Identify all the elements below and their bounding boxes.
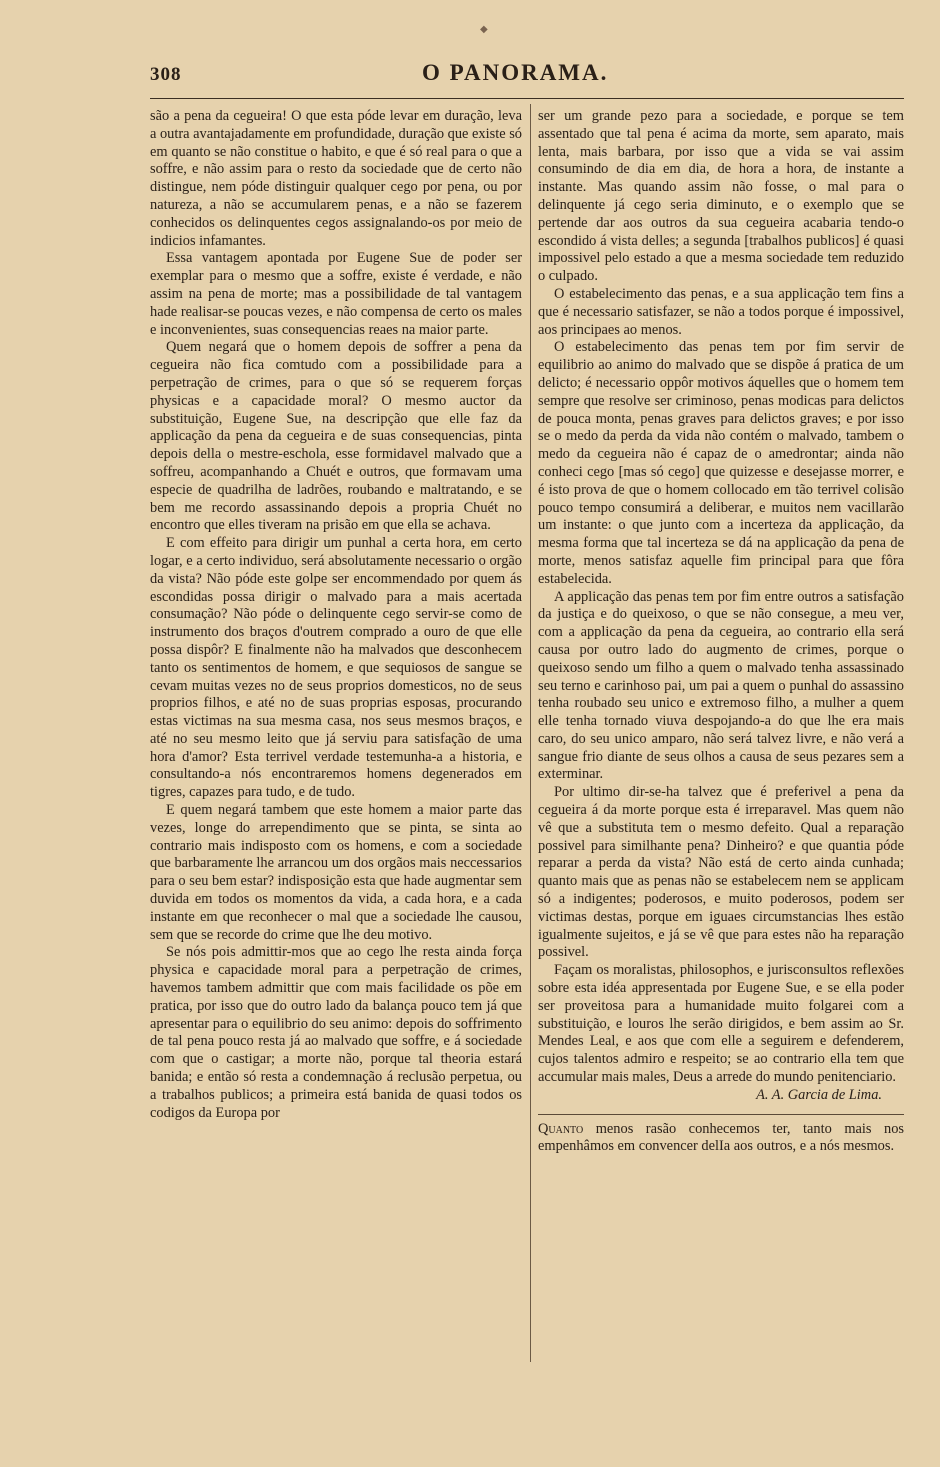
header-rule (150, 98, 904, 99)
column-divider (530, 104, 531, 1362)
page-header (150, 60, 904, 92)
paragraph: E com effeito para dirigir um punhal a certa hora, em certo logar, e a certo individuo, será absolutamente necessario o orgão da vista? Não póde este golpe ser encommendado por quem ás escondidas possa dirigir o malvado para a mais acertada consumação? Não póde o delinquente cego servir-se como de instrumento dos braços d'outrem comprado a ouro de que elle possa dispôr? E finalmente não ha malvados que desconhecem tanto os sentimentos de homem, e que sequiosos de sangue se cevam muitas vezes no de seus proprios domesticos, no de seus proprios filhos, e até no de suas proprias esposas, procurando estas victimas na sua mesma casa, nos seus mesmos braços, e até no seu mesmo leito que já serviu para satisfação de uma hora d'amor? Esta terrivel verdade testemunha-a a historia, e consultando-a nós encontraremos homens degenerados em tigres, capazes para tudo, e de tudo. (150, 535, 522, 801)
right-column (538, 108, 904, 1156)
ornament-mark: ◆ (480, 24, 488, 35)
paragraph: Se nós pois admittir-mos que ao cego lhe resta ainda força physica e capacidade moral para a perpetração de crimes, havemos tambem admittir que com mais facilidade os põe em pratica, por isso que do outro lado da balança pouco tem já que apresentar para o equilibrio do seu animo: depois do soffrimento de tal pena pouco resta já ao malvado que soffre, e á sociedade com que o castigar; a morte não, porque tal theoria estará banida; e então só resta a condemnação á reclusão perpetua, ou a trabalhos publicos; a primeira está banida de quasi todos os codigos da Europa por (150, 944, 522, 1121)
journal-title: O PANORAMA. (422, 60, 609, 85)
paragraph: são a pena da cegueira! O que esta póde levar em duração, leva a outra avantajadamente em profundidade, duração que existe só em quanto se não constitue o habito, e que é só real para o que a soffre, e não assim para o resto da sociedade que de certo não distingue, nem póde distinguir qualquer cego por pena, ou por natureza, a não se accumularem penas, e a não se fazerem conhecidos os delinquentes cegos assignalando-os por meio de indicios infamantes. (150, 108, 522, 249)
closing-note-lead: Quanto (538, 1120, 584, 1137)
paragraph: E quem negará tambem que este homem a maior parte das vezes, longe do arrependimento que se pinta, se sinta ao contrario mais indisposto com os homens, e com a sociedade que barbaramente lhe arrancou um dos orgãos mais neccessarios para o seu bem estar? indisposição esta que hade augmentar sem duvida em todos os momentos da vida, a cada hora, e a cada instante em que reconhecer o mal que a sociedade lhe causou, sem que se recorde do crime que lhe deu motivo. (150, 802, 522, 943)
paragraph: O estabelecimento das penas, e a sua applicação tem fins a que é necessario satisfazer, se não a todos porque é impossivel, aos principaes ao menos. (538, 285, 904, 338)
note-rule (538, 1114, 904, 1115)
closing-note (538, 1121, 904, 1157)
paragraph: Por ultimo dir-se-ha talvez que é preferivel a pena da cegueira á da morte porque esta é irreparavel. Mas quem não vê que a substituta tem o mesmo defeito. Qual a reparação possivel para similhante pena? Dinheiro? e que quantia póde reparar a perda da vista? Não está de certo ainda cunhada; quanto mais que as penas não se estabelecem nem se applicam só a indigentes; poderosos, e muito poderosos, podem ser victimas destas, porque em iguaes circumstancias lhes estão igualmente sujeitos, e já se vê que para estes não ha reparação possivel. (538, 784, 904, 961)
left-column (150, 108, 522, 1122)
page-number: 308 (150, 64, 182, 85)
closing-note-text: menos rasão conhecemos ter, tanto mais nos empenhâmos em convencer delIa aos outros, e a nós mesmos. (538, 1120, 904, 1155)
paragraph: Façam os moralistas, philosophos, e jurisconsultos reflexões sobre esta idéa appresentada por Eugene Sue, e se ella poder ser proveitosa para a humanidade muito folgarei com a substituição, e louros lhe serão dirigidos, e bem assim ao Sr. Mendes Leal, e aos que com elle a seguirem e defenderem, cujos talentos admiro e respeito; se ao contrario ella tem que accumular mais males, Deus a arrede do mundo penitenciario. (538, 962, 904, 1086)
paragraph: O estabelecimento das penas tem por fim servir de equilibrio ao animo do malvado que se dispõe á pratica de um delicto; é necessario oppôr motivos áquelles que o homem tem sempre que resolve ser criminoso, penas modicas para delictos de pouca monta, penas graves para delictos graves; e por isso se o medo da perda da vida não contém o malvado, tambem o medo da cegueira não é capaz de o amedrontar; ainda não conheci cego [mas só cego] que quizesse e desejasse morrer, e é isto prova de que o homem collocado em tão terrivel colisão pouco tempo consumirá a deliberar, e muitos nem vacillarão um instante: o que junto com a incerteza da applicação, da mesma forma que tal incerteza se dá na applicação da pena de morte, menos satisfaz aquelle fim principal para que fôra estabelecida. (538, 339, 904, 587)
paragraph: Essa vantagem apontada por Eugene Sue de poder ser exemplar para o mesmo que a soffre, existe é verdade, e não assim na pena de morte; mas a possibilidade de tal vantagem hade realisar-se poucas vezes, e não compensa de certo os males e inconvenientes, suas consequencias reaes na maior parte. (150, 250, 522, 338)
paragraph: A applicação das penas tem por fim entre outros a satisfação da justiça e do queixoso, o que se não consegue, a meu ver, com a applicação da pena da cegueira, ao contrario ella será causa por outro lado do augmento de crimes, porque o queixoso sendo um filho a quem o malvado tenha assassinado seu terno e carinhoso pai, um pai a quem o punhal do assassino tenha roubado seu unico e extremoso filho, a mulher a quem elle tenha tornado viuva despojando-a do que lhe era mais caro, do seu unico amparo, não será talvez livre, e não verá a sangue frio diante de seus olhos a causa de seus pezares sem a exterminar. (538, 588, 904, 783)
paragraph: ser um grande pezo para a sociedade, e porque se tem assentado que tal pena é acima da morte, sem aparato, mais lenta, mais barbara, por isso que a vida se vai assim consumindo de dia em dia, de hora a hora, de instante a instante. Mas quando assim não fosse, o mal para o delinquente já cego seria diminuto, e o exemplo que se pertende dar aos outros da sua cegueira acabaria tendo-o escondido á vista delles; a segunda [trabalhos publicos] é quasi impossivel pelo estado a que a mesma sociedade tem reduzido o culpado. (538, 108, 904, 285)
author-signature: A. A. Garcia de Lima. (756, 1086, 882, 1103)
paragraph: Quem negará que o homem depois de soffrer a pena da cegueira não fica comtudo com a possibilidade para a perpetração de crimes, para o que só se requerem forças physicas e a capacidade moral? O mesmo auctor da substituição, Eugene Sue, na descripção que elle faz da applicação da pena da cegueira e de suas consequencias, pinta depois della o mestre-eschola, esse formidavel malvado que a soffreu, acompanhando a Chuét e outros, que formavam uma especie de quadrilha de ladrões, roubando e maltratando, e se bem me recordo assassinando depois a propria Chuét no encontro que elles tiveram na prisão em que ella se achava. (150, 339, 522, 534)
